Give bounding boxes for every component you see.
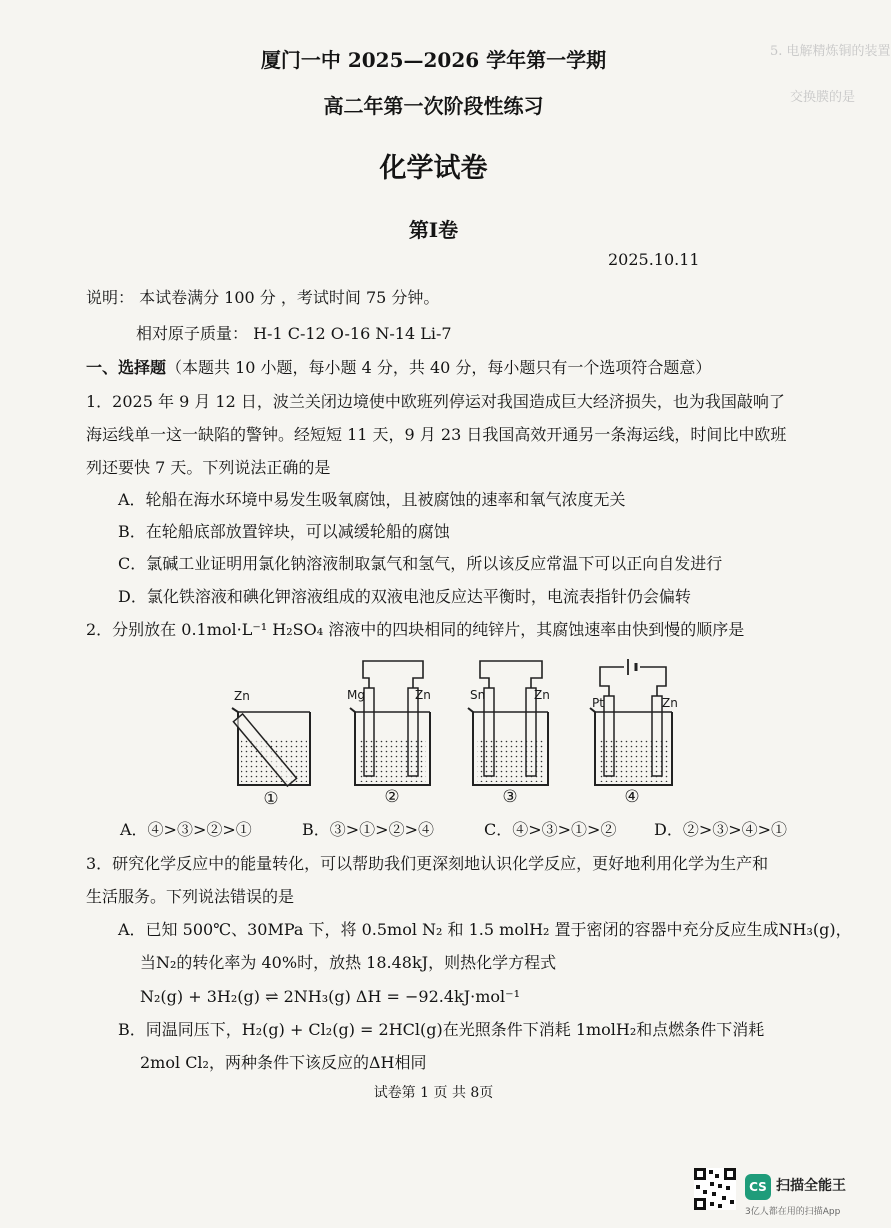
q3-option-b-line-2: 2mol Cl₂，两种条件下该反应的ΔH相同 — [140, 1053, 427, 1072]
beaker-4 — [590, 659, 672, 785]
exam-title: 厦门一中 2025—2026 学年第一学期 — [260, 48, 607, 72]
qr-code-icon — [694, 1168, 736, 1210]
q1-option-a: A．轮船在海水环境中易发生吸氧腐蚀，且被腐蚀的速率和氧气浓度无关 — [118, 490, 626, 509]
wire-3 — [480, 661, 542, 688]
q2-option-a: A．④>③>②>① — [120, 820, 252, 839]
q1-option-c: C．氯碱工业证明用氯化钠溶液制取氯气和氢气，所以该反应常温下可以正向自发进行 — [118, 554, 723, 573]
beaker-2 — [350, 661, 430, 785]
q1-option-b: B．在轮船底部放置锌块，可以减缓轮船的腐蚀 — [118, 522, 450, 541]
q1-line-1: 1．2025 年 9 月 12 日，波兰关闭边境使中欧班列停运对我国造成巨大经济损失，也为我国敲响了 — [86, 392, 785, 411]
beaker-number-1: ① — [263, 789, 279, 809]
label-zn-3: Zn — [534, 688, 550, 702]
q2-option-d: D．②>③>④>① — [654, 820, 788, 839]
notes-line-1: 说明： 本试卷满分 100 分 ，考试时间 75 分钟。 — [86, 288, 440, 307]
beaker-1 — [232, 708, 310, 786]
q3-line-1: 3．研究化学反应中的能量转化，可以帮助我们更深刻地认识化学反应，更好地利用化学为生产和 — [86, 854, 769, 873]
wire-4 — [600, 667, 666, 696]
q2-option-c: C．④>③>①>② — [484, 820, 617, 839]
label-zn-4: Zn — [662, 696, 678, 710]
label-pt: Pt — [592, 696, 604, 710]
q1-line-3: 列还要快 7 天。下列说法正确的是 — [86, 458, 331, 477]
exam-date: 2025.10.11 — [608, 250, 700, 269]
q1-option-d: D．氯化铁溶液和碘化钾溶液组成的双液电池反应达平衡时，电流表指针仍会偏转 — [118, 587, 691, 606]
q3-option-a-line-1: A．已知 500℃、30MPa 下，将 0.5mol N₂ 和 1.5 molH₂ 置于密闭的容器中充分反应生成NH₃(g)， — [118, 920, 852, 939]
q2-stem: 2．分别放在 0.1mol·L⁻¹ H₂SO₄ 溶液中的四块相同的纯锌片，其腐蚀速率由快到慢的顺序是 — [86, 620, 745, 639]
section-heading-note: （本题共 10 小题，每小题 4 分，共 40 分，每小题只有一个选项符合题意） — [166, 358, 712, 377]
label-mg: Mg — [347, 688, 365, 702]
camscanner-brand: 扫描全能王 — [776, 1178, 846, 1194]
q3-line-2: 生活服务。下列说法错误的是 — [86, 887, 295, 906]
exam-subtitle: 高二年第一次阶段性练习 — [323, 94, 544, 118]
section-heading-title: 一、选择题 — [86, 358, 167, 377]
ghost-text-1: 5. 电解精炼铜的装置 — [770, 44, 891, 59]
beaker-3 — [468, 661, 548, 785]
page-footer: 试卷第 1 页 共 8页 — [373, 1085, 494, 1101]
ghost-text-2: 交换膜的是 — [790, 90, 856, 105]
label-sn: Sn — [470, 688, 486, 702]
q3-option-a-equation: N₂(g) + 3H₂(g) ⇌ 2NH₃(g) ΔH = −92.4kJ·mol⁻¹ — [140, 987, 521, 1006]
wire-2 — [363, 661, 423, 688]
beaker-number-4: ④ — [624, 787, 640, 807]
camscanner-tagline: 3亿人都在用的扫描App — [745, 1207, 841, 1217]
beaker-number-2: ② — [384, 787, 400, 807]
q3-option-b-line-1: B．同温同压下，H₂(g) + Cl₂(g) = 2HCl(g)在光照条件下消耗 1molH₂和点燃条件下消耗 — [118, 1020, 765, 1039]
beaker-number-3: ③ — [502, 787, 518, 807]
camscanner-logo-icon: CS — [745, 1174, 771, 1200]
volume-label: 第Ⅰ卷 — [408, 218, 459, 242]
label-zn-1: Zn — [234, 689, 250, 703]
q2-option-b: B．③>①>②>④ — [302, 820, 434, 839]
subject-title: 化学试卷 — [379, 153, 488, 184]
label-zn-2: Zn — [415, 688, 431, 702]
q3-option-a-line-2: 当N₂的转化率为 40%时，放热 18.48kJ，则热化学方程式 — [140, 953, 557, 972]
notes-line-2: 相对原子质量： H-1 C-12 O-16 N-14 Li-7 — [136, 324, 452, 343]
q1-line-2: 海运线单一这一缺陷的警钟。经短短 11 天，9 月 23 日我国高效开通另一条海运线，时间比中欧班 — [86, 425, 787, 444]
